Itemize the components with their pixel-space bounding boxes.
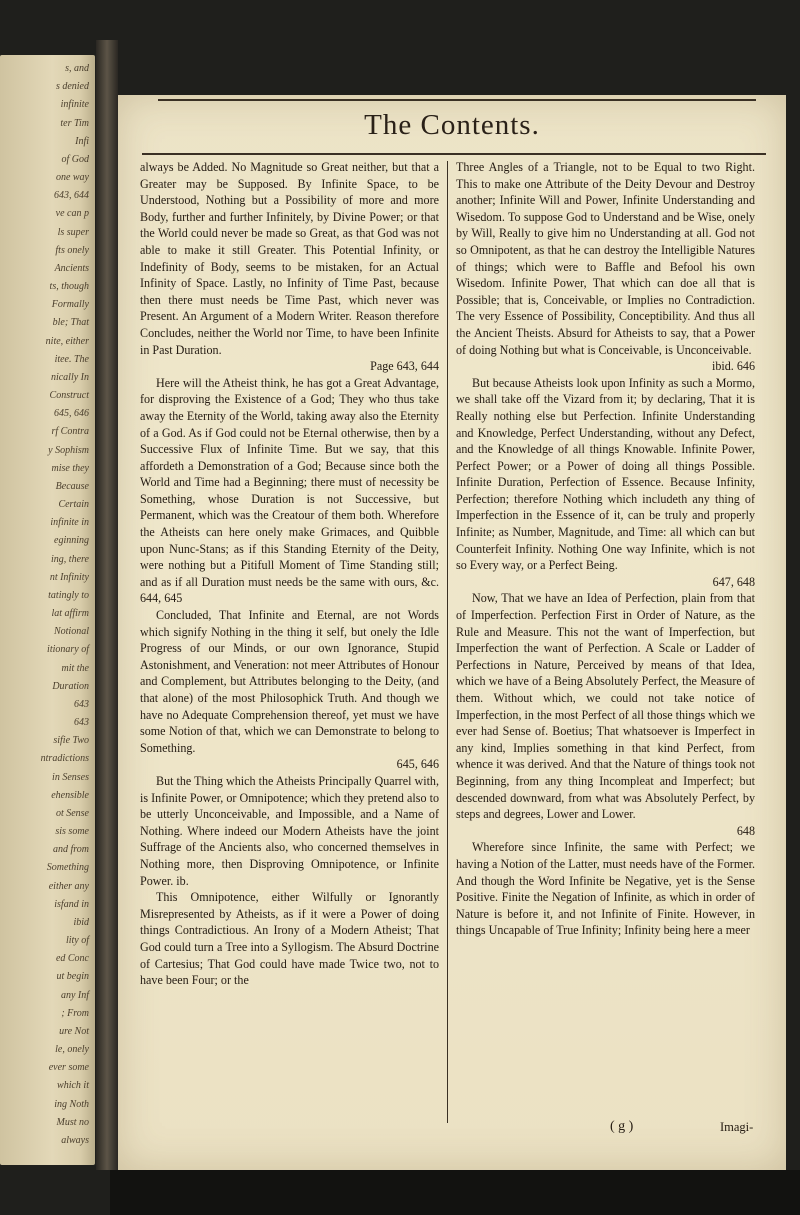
previous-page-fragment: s, and (65, 63, 89, 74)
previous-page-fragment: nt Infinity (49, 571, 89, 583)
previous-page-fragment: ibid (73, 916, 89, 928)
previous-page-edge (0, 55, 95, 1165)
previous-page-fragment: nically In (50, 371, 89, 383)
book-gutter (96, 40, 118, 1170)
right-column (456, 159, 755, 939)
signature-mark: ( g ) (610, 1119, 634, 1134)
previous-page-fragment: Duration (52, 680, 89, 692)
scan-bottom-edge (110, 1170, 800, 1215)
previous-page-fragment: itionary of (47, 644, 89, 656)
column-divider (447, 161, 448, 1123)
previous-page-fragment: ut begin (56, 971, 89, 983)
left-page-ref-2: 645, 646 (396, 757, 439, 772)
previous-page-fragment: either any (48, 880, 89, 892)
previous-page-fragment: 645, 646 (54, 408, 89, 420)
previous-page-fragment: ts, though (49, 281, 89, 292)
catchword: Imagi- (720, 1120, 754, 1134)
left-page-ref-1: Page 643, 644 (370, 359, 439, 374)
previous-page-fragment: Ancients (54, 262, 89, 274)
previous-page-fragment: any Inf (60, 989, 89, 1001)
previous-page-fragment: 643 (74, 717, 89, 728)
previous-page-fragment: always (61, 1134, 89, 1146)
previous-page-fragment: ehensible (51, 789, 89, 801)
previous-page-fragment: rf Contra (51, 426, 89, 438)
previous-page-fragment: ing Noth (54, 1098, 89, 1110)
previous-page-fragment: sis some (55, 826, 89, 837)
previous-page-fragment: le, onely (55, 1044, 89, 1055)
previous-page-fragment: lat affirm (51, 608, 89, 619)
previous-page-fragment: Certain (58, 499, 89, 510)
previous-page-fragment: Something (46, 862, 89, 874)
right-page-ref-3: 648 (736, 823, 755, 838)
previous-page-fragment: of God (61, 153, 89, 165)
previous-page-fragment: lity of (65, 935, 89, 946)
header-rule-top (158, 99, 756, 101)
previous-page-fragment: ; From (61, 1007, 89, 1019)
right-page-ref-2: 647, 648 (712, 574, 755, 589)
previous-page-fragment: fts onely (55, 244, 89, 256)
previous-page-fragment: Formally (51, 299, 89, 311)
previous-page-fragment: mit the (61, 662, 89, 674)
previous-page-fragment: Notional (53, 626, 89, 638)
left-paragraph-2: Here will the Atheist think, he has got a Great Advantage, for disproving the Existence of a God; They who thus take away the Eternity of the World, taking away also the Eternity of a God. As if God could not be Eternal otherwise, then by a Successive Flux of Infinite Time. But we say, that this affordeth a Demonstration of a God; Because since both the World and Time had a Beginning; there must of necessity be Something, whose Duration is not Successive, but Permanent, which was the Creatour of them both. Wherefore the Atheists can here onely make Grimaces, and Quibble upon Nunc-Stans; as if this Standing Eternity of the Deity, were nothing but a Pitifull Moment of Time Standing still; and as if all Duration must needs be the same with ours, &c. 644, 645 (140, 375, 439, 606)
page-header (118, 95, 786, 165)
previous-page-fragment: ntradictions (40, 753, 89, 765)
previous-page-fragment: ed Conc (55, 953, 89, 965)
previous-page-fragment: ls super (57, 226, 89, 238)
left-paragraph-3: Concluded, That Infinite and Eternal, are not Words which signify Nothing in the thing it self, but onely the Idle Progress of our Minds, or our own Ignorance, Stupid Astonishment, and Veneration: not meer Attributes of Honour and Complement, but Attributes belonging to the Deity, (and that alone) of the most Philosophick Truth. And though we have no Adequate Comprehension thereof, yet must we have some Notion of that, which we can Demonstrate to belong to Something. (140, 608, 439, 755)
previous-page-fragment: ter Tim (60, 117, 89, 129)
right-page-ref-1: ibid. 646 (711, 359, 755, 374)
previous-page-fragment: isfand in (54, 898, 89, 910)
previous-page-fragment: tatingly to (48, 589, 89, 601)
previous-page-fragment: ot Sense (55, 807, 89, 819)
previous-page-fragment: ing, there (51, 553, 89, 565)
left-paragraph-1: always be Added. No Magnitude so Great neither, but that a Greater may be Supposed. By Infinite Space, to be Understood, Nothing but a Possibility of more and more Body, further and further Infinitely, by Divine Power; or that the World could never be made so Great, as that God was not able to make it still Greater. This Potential Infinity, or Indefinity of Body, seems to be mistaken, for an Actual Infinity of Space. Lastly, no Infinity of Time Past, because then there must needs be Time Past, which never was Present. An Argument of a Modern Writer. Reason therefore Concludes, neither the World nor Time, to have been Infinite in Past Duration. (140, 160, 439, 357)
previous-page-fragment: mise they (51, 462, 89, 474)
previous-page-fragment: ve can p (55, 208, 89, 220)
previous-page-fragment: 643, 644 (54, 190, 89, 202)
previous-page-fragment: itee. The (54, 353, 89, 365)
previous-page-fragment: Because (55, 480, 89, 492)
previous-page-fragment: Infi (75, 135, 89, 147)
previous-page-fragment: ble; That (52, 317, 89, 329)
previous-page-fragment: sifie Two (53, 735, 89, 747)
previous-page-fragment: 643 (74, 698, 89, 710)
right-paragraph-2: But because Atheists look upon Infinity as such a Mormo, we shall take off the Vizard from it; by declaring, That it is Really nothing else but Perfection. Infinite Understanding and Knowledge, Perfect Understanding, without any Defect, and the Knowledge of all things Knowable. Infinite Power, Perfect Power; or a Power of doing all things Possible. Infinite Duration, Perfection of Essence. Because Infinity, Perfection; therefore Nothing which includeth any thing of Imperfection in the Essence of it, can be truly and properly Infinite; as Number, Magnitude, and Time: all which can but Counterfeit Infinity. Nothing One way Infinite, which is not so Every way, or a Perfect Being. (456, 375, 755, 573)
previous-page-fragment: eginning (54, 535, 89, 547)
left-column (140, 159, 439, 989)
previous-page-fragment: ever some (48, 1062, 89, 1074)
previous-page-fragment: infinite in (50, 517, 89, 529)
previous-page-fragment: which it (57, 1080, 89, 1092)
left-paragraph-4: But the Thing which the Atheists Principally Quarrel with, is Infinite Power, or Omnipotence; which they pretend also to be utterly Unconceivable, and Impossible, and a Name of Nothing. Where indeed our Modern Atheists have the joint Suffrage of the Ancients also, who concerned themselves in Nothing more, then Disproving Omnipotence, or Infinite Power. ib. (140, 773, 439, 888)
previous-page-fragment: one way (55, 172, 89, 183)
right-paragraph-1: Three Angles of a Triangle, not to be Equal to two Right. This to make one Attribute of the Deity Devour and Destroy another; Infinite Will and Power, Infinite Understanding and Wisedom. To suppose God to Understand and be Wise, onely by Will, Really to give him no Understanding at all. God not so Omnipotent, as that he can destroy the Intelligible Natures of things; which were to Baffle and Befool his own Wisedom. Infinite Power, That which can doe all that is Possible; that is, Conceivable, or Implies no Contradiction. The very Essence of Possibility, Conceptibility. And thus all the Ancient Theists. Absurd for Atheists to say, that a Power of doing Nothing but what is Conceivable, is Unconceivable. (456, 160, 755, 357)
text-columns (140, 159, 760, 1159)
previous-page-fragment: in Senses (52, 771, 89, 783)
left-paragraph-5: This Omnipotence, either Wilfully or Ignorantly Misrepresented by Atheists, as if it were a Power of doing things Contradictious. An Irony of a Modern Atheist; That God could turn a Tree into a Syllogism. The Absurd Doctrine of Cartesius; That God could have made Twice two, not to have been Four; or the (140, 890, 439, 988)
previous-page-fragment: nite, either (45, 335, 89, 347)
document-page (118, 95, 786, 1170)
previous-page-fragment: Must no (56, 1116, 89, 1128)
header-rule-bottom (142, 153, 766, 155)
page-title: The Contents. (364, 109, 540, 141)
previous-page-fragment: y Sophism (48, 444, 89, 456)
right-paragraph-3: Now, That we have an Idea of Perfection, plain from that of Imperfection. Perfection First in Order of Nature, as the Rule and Measure. This not the want of Imperfection, but Imperfection the want of Perfection. A Scale or Ladder of Perfections in Nature, Perceived by means of that Idea, which we have of a Being Absolutely Perfect, the Measure of them. Without which, we could not take notice of Imperfection, in the most Perfect of all those things which we ever had Sense of. Boetius; That whatsoever is Imperfect in any kind, Implies something in that kind Perfect, from whence it was derived. And that the Nature of things took not Beginning, from any thing Incompleat and Imperfect; but descended downward, from what was Absolutely Perfect, by steps and degrees, Lower and Lower. (456, 591, 755, 822)
previous-page-fragment: ure Not (59, 1025, 89, 1037)
previous-page-fragment: infinite (60, 99, 89, 111)
previous-page-fragment: and from (52, 844, 89, 856)
right-paragraph-4: Wherefore since Infinite, the same with Perfect; we having a Notion of the Latter, must needs have of the Former. And though the Word Infinite be Negative, yet is the Sense Positive. Finite the Negation of Infinite, as which in order of Nature is before it, and not Infinite of Finite. However, in things Uncapable of True Infinity; Infinity being here a meer (456, 840, 755, 938)
previous-page-fragment: s denied (55, 81, 89, 93)
previous-page-fragment: Construct (49, 390, 89, 401)
